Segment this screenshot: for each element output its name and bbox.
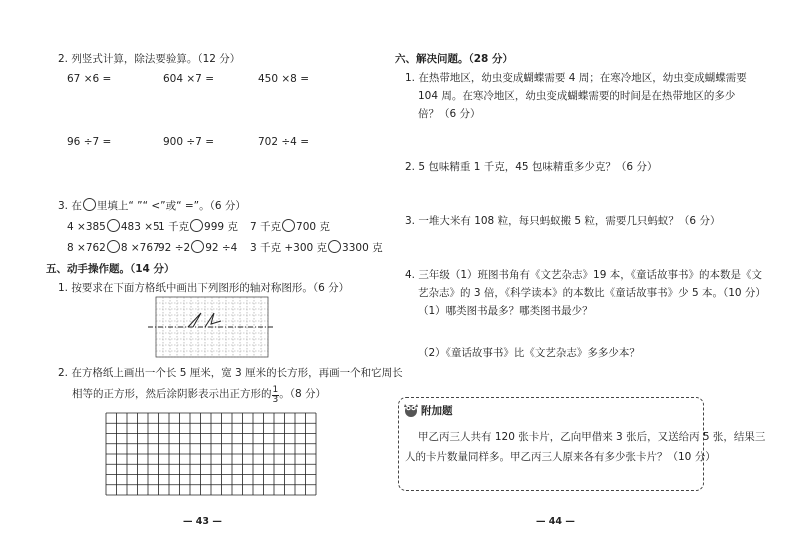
r-q4-sub2: （2）《童话故事书》比《文艺杂志》多多少本？: [418, 347, 640, 359]
r-q4-line: 艺杂志》的 3 倍，《科学读本》的本数比《童话故事书》少 5 本。（10 分）: [418, 287, 766, 299]
compare-item: [250, 219, 330, 234]
drawing-grid[interactable]: [105, 412, 319, 496]
fraction-numerator: 1: [272, 385, 279, 395]
calc-item: 96 ÷7 =: [67, 136, 112, 148]
compare-circle-icon: [83, 198, 96, 211]
calc-item: 450 ×8 =: [258, 73, 309, 85]
q3-title: [58, 198, 246, 213]
q3-title-post: 里填上“ ”“ <”或“ =”。（6 分）: [96, 200, 246, 212]
compare-left: 7 千克: [250, 221, 282, 233]
answer-circle[interactable]: [282, 219, 295, 232]
compare-item: [67, 219, 160, 234]
compare-item: [67, 240, 160, 255]
s5-q2-line2: [72, 386, 326, 405]
compare-left: 4 ×385: [67, 221, 106, 233]
compare-left: 92 ÷2: [158, 242, 191, 254]
q2-title: 2. 列竖式计算，除法要验算。（12 分）: [58, 53, 241, 65]
bonus-line: 人的卡片数量同样多。甲乙丙三人原来各有多少张卡片？（10 分）: [405, 451, 716, 463]
calc-item: 604 ×7 =: [163, 73, 214, 85]
compare-right: 999 克: [204, 221, 238, 233]
owl-mascot-icon: [402, 400, 420, 418]
r-q2: 2. 5 包味精重 1 千克，45 包味精重多少克？（6 分）: [405, 161, 658, 173]
compare-left: 1 千克: [158, 221, 190, 233]
compare-right: 3300 克: [342, 242, 383, 254]
compare-right: 8 ×767: [120, 242, 160, 254]
s5-q2-text: 相等的正方形，然后涂阴影表示出正方形的: [72, 388, 272, 400]
page-number-right: — 44 —: [536, 516, 575, 527]
r-q4-line: （1）哪类图书最多？哪类图书最少？: [418, 305, 593, 317]
bonus-label: 附加题: [421, 405, 453, 417]
compare-item: [250, 240, 383, 255]
s5-q2-line1: 2. 在方格纸上画出一个长 5 厘米，宽 3 厘米的长方形，再画一个和它周长: [58, 367, 403, 379]
answer-circle[interactable]: [107, 219, 120, 232]
compare-right: 92 ÷4: [205, 242, 238, 254]
calc-item: 702 ÷4 =: [258, 136, 309, 148]
compare-left: 8 ×762: [67, 242, 106, 254]
calc-item: 67 ×6 =: [67, 73, 112, 85]
r-q1-line: 104 周。在寒冷地区，幼虫变成蝴蝶需要的时间是在热带地区的多少: [418, 90, 736, 102]
answer-circle[interactable]: [328, 240, 341, 253]
section-5-title: 五、动手操作题。（14 分）: [46, 263, 175, 275]
r-q1-line: 倍？（6 分）: [418, 108, 481, 120]
compare-left: 3 千克 +300 克: [250, 242, 328, 254]
page-number-left: — 43 —: [183, 516, 222, 527]
answer-circle[interactable]: [191, 240, 204, 253]
r-q1-line: 1. 在热带地区，幼虫变成蝴蝶需要 4 周；在寒冷地区，幼虫变成蝴蝶需要: [405, 72, 747, 84]
symmetry-grid[interactable]: [148, 296, 274, 358]
r-q4-line: 4. 三年级（1）班图书角有《文艺杂志》19 本，《童话故事书》的本数是《文: [405, 269, 762, 281]
answer-circle[interactable]: [107, 240, 120, 253]
q3-title-pre: 3. 在: [58, 200, 82, 212]
section-6-title: 六、解决问题。（28 分）: [395, 53, 514, 65]
r-q3: 3. 一堆大米有 108 粒，每只蚂蚁搬 5 粒，需要几只蚂蚁？（6 分）: [405, 215, 721, 227]
s5-q2-score: 。（8 分）: [279, 388, 327, 400]
answer-circle[interactable]: [190, 219, 203, 232]
s5-q1: 1. 按要求在下面方格纸中画出下列图形的轴对称图形。（6 分）: [58, 282, 350, 294]
compare-right: 700 克: [296, 221, 330, 233]
compare-right: 483 ×5: [120, 221, 160, 233]
compare-item: [158, 240, 237, 255]
fraction-denominator: 3: [272, 395, 279, 405]
calc-item: 900 ÷7 =: [163, 136, 214, 148]
bonus-line: 甲乙丙三人共有 120 张卡片，乙向甲借来 3 张后，又送给丙 5 张，结果三: [418, 431, 766, 443]
compare-item: [158, 219, 238, 234]
